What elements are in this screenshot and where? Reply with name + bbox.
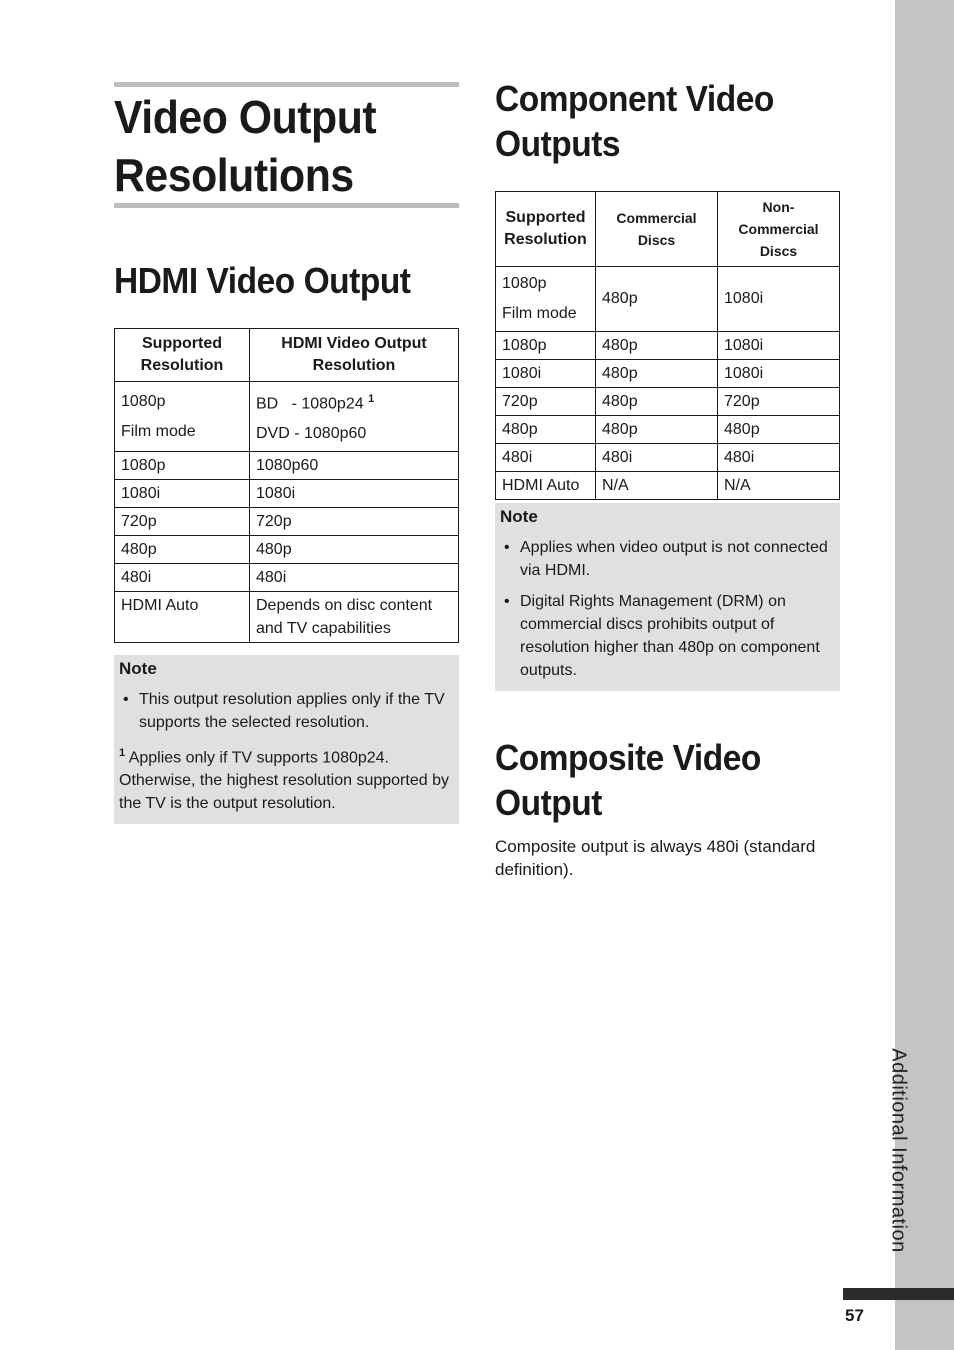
composite-heading: Composite Video Output — [495, 737, 761, 823]
table-cell: 480p — [496, 416, 596, 444]
table-row — [115, 592, 459, 643]
column-header: Supported Resolution — [496, 192, 596, 267]
footnote — [119, 742, 454, 815]
table-cell: 480p — [596, 416, 718, 444]
note-bullet: • Digital Rights Management (DRM) on commercial discs prohibits output of resolution higher than 480p on component outputs. — [500, 590, 835, 682]
table-row — [496, 332, 840, 360]
hdmi-note-box — [114, 655, 459, 824]
hdmi-resolution-table — [114, 328, 459, 643]
table-cell: 1080p — [115, 452, 250, 480]
column-header: Commercial Discs — [596, 192, 718, 267]
column-header: Supported Resolution — [115, 329, 250, 382]
table-cell: 480p — [250, 536, 459, 564]
table-row — [115, 508, 459, 536]
table-cell: HDMI Auto — [496, 472, 596, 500]
cell-line: 1080p — [121, 392, 166, 410]
footnote-text: Applies only if TV supports 1080p24. Otherwise, the highest resolution supported by the TV is the output resolution. — [119, 749, 449, 813]
table-cell: 480i — [496, 444, 596, 472]
cell-line: Film mode — [502, 305, 577, 322]
table-cell — [496, 267, 596, 332]
table-row — [115, 536, 459, 564]
hdmi-heading: HDMI Video Output — [114, 260, 411, 301]
cell-line: DVD - 1080p60 — [256, 425, 367, 443]
table-cell: 720p — [718, 388, 840, 416]
table-cell: 480i — [596, 444, 718, 472]
table-cell: HDMI Auto — [115, 592, 250, 643]
column-header: HDMI Video Output Resolution — [250, 329, 459, 382]
note-title: Note — [119, 659, 157, 678]
table-row — [115, 564, 459, 592]
table-header-row — [115, 329, 459, 382]
component-note-box — [495, 503, 840, 691]
cell-line — [256, 384, 452, 419]
table-row — [496, 416, 840, 444]
table-cell: 480p — [115, 536, 250, 564]
table-cell: N/A — [718, 472, 840, 500]
page-title: Video Output Resolutions — [114, 91, 377, 201]
note-bullet: • Applies when video output is not connected via HDMI. — [500, 536, 835, 582]
table-cell: 1080p60 — [250, 452, 459, 480]
table-cell: 720p — [250, 508, 459, 536]
page-number-bar — [843, 1288, 954, 1300]
title-bottom-rule — [114, 203, 459, 208]
table-cell: 1080i — [250, 480, 459, 508]
footnote-marker: 1 — [119, 747, 126, 759]
table-cell: 480p — [596, 388, 718, 416]
table-cell: 480i — [115, 564, 250, 592]
note-title: Note — [500, 507, 538, 526]
footnote-marker: 1 — [368, 393, 375, 405]
section-label: Additional Information — [887, 1047, 910, 1253]
column-header: Non-Commercial Discs — [718, 192, 840, 267]
table-cell: 1080i — [718, 267, 840, 332]
page-number: 57 — [845, 1306, 864, 1325]
table-cell: 1080i — [496, 360, 596, 388]
table-row — [496, 444, 840, 472]
table-row — [496, 388, 840, 416]
table-row — [496, 267, 840, 332]
cell-line: Film mode — [121, 422, 196, 440]
table-cell: 1080i — [718, 360, 840, 388]
table-cell — [250, 382, 459, 452]
table-row — [115, 480, 459, 508]
table-cell: 720p — [115, 508, 250, 536]
note-bullet: • This output resolution applies only if the TV supports the selected resolution. — [119, 688, 454, 734]
table-cell: 480p — [596, 332, 718, 360]
table-header-row — [496, 192, 840, 267]
table-row — [115, 382, 459, 452]
cell-line: 1080p — [502, 275, 547, 292]
note-list — [119, 688, 454, 734]
table-cell: 480i — [250, 564, 459, 592]
table-cell: N/A — [596, 472, 718, 500]
table-cell: 1080i — [115, 480, 250, 508]
table-cell — [115, 382, 250, 452]
table-row — [496, 472, 840, 500]
table-row — [115, 452, 459, 480]
component-heading: Component Video Outputs — [495, 78, 774, 164]
composite-description: Composite output is always 480i (standard definition). — [495, 837, 816, 879]
table-cell: 720p — [496, 388, 596, 416]
table-row — [496, 360, 840, 388]
component-resolution-table — [495, 191, 840, 500]
table-cell: 480i — [718, 444, 840, 472]
note-list — [500, 536, 835, 682]
table-cell: 1080p — [496, 332, 596, 360]
table-cell: 480p — [718, 416, 840, 444]
table-cell: Depends on disc content and TV capabilities — [250, 592, 459, 643]
table-cell: 480p — [596, 267, 718, 332]
cell-text: BD - 1080p24 — [256, 395, 364, 413]
table-cell: 480p — [596, 360, 718, 388]
table-cell: 1080i — [718, 332, 840, 360]
title-top-rule — [114, 82, 459, 87]
